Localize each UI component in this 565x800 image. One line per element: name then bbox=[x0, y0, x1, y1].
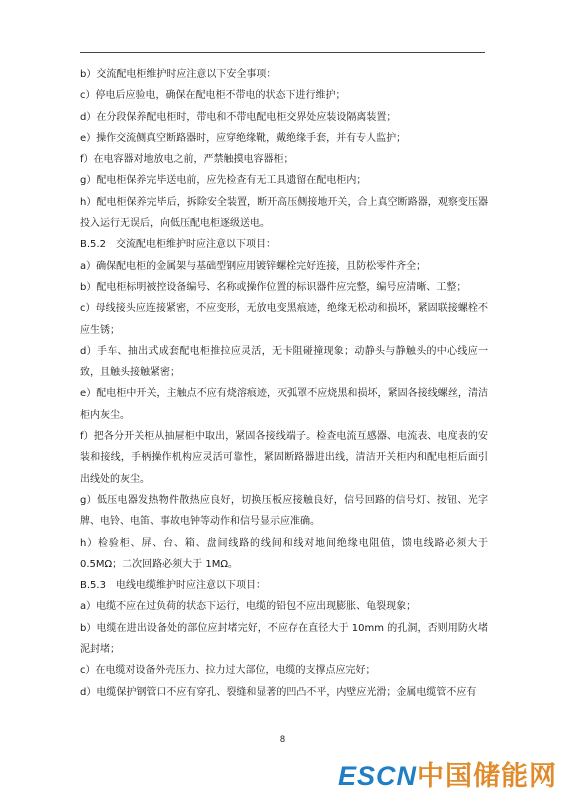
paragraph: b）配电柜标明被控设备编号、名称或操作位置的标识器件应完整，编号应清晰、工整； bbox=[80, 281, 467, 293]
header-rule bbox=[80, 52, 485, 53]
paragraph: d）手车、抽出式成套配电柜推拉应灵活，无卡阻碰撞现象；动静头与静触头的中心线应一致，且触头接触紧密； bbox=[80, 345, 488, 379]
watermark-chinese: 中国储能网 bbox=[417, 761, 557, 791]
paragraph: d）电缆保护钢管口不应有穿孔、裂缝和显著的凹凸不平，内壁应光滑；金属电缆管不应有 bbox=[80, 686, 477, 698]
document-body bbox=[80, 64, 488, 703]
page-number: 8 bbox=[279, 734, 285, 744]
paragraph: b）交流配电柜维护时应注意以下安全事项： bbox=[80, 69, 277, 80]
paragraph: e）操作交流侧真空断路器时，应穿绝缘靴，戴绝缘手套，并有专人监护； bbox=[80, 132, 407, 144]
section-heading: B.5.3 电线电缆维护时应注意以下项目： bbox=[80, 580, 266, 592]
paragraph: c）停电后应验电，确保在配电柜不带电的状态下进行维护； bbox=[80, 90, 346, 102]
paragraph: b）电缆在进出设备处的部位应封堵完好，不应存在直径大于 10mm 的孔洞，否则用防火堵泥封堵； bbox=[80, 622, 488, 656]
section-heading: B.5.2 交流配电柜维护时应注意以下项目： bbox=[80, 239, 276, 251]
paragraph: g）低压电器发热物件散热应良好，切换压板应接触良好，信号回路的信号灯、按钮、光字牌、电铃、电笛、事故电钟等动作和信号显示应准确。 bbox=[80, 494, 488, 528]
watermark-latin: ESCN bbox=[337, 761, 417, 791]
paragraph: c）在电缆对设备外壳压力、拉力过大部位，电缆的支撑点应完好； bbox=[80, 665, 376, 677]
paragraph: e）配电柜中开关，主触点不应有烧溶痕迹，灭弧罩不应烧黑和损坏，紧固各接线螺丝，清洁柜内灰尘。 bbox=[80, 388, 488, 421]
watermark-logo bbox=[338, 754, 557, 793]
paragraph: g）配电柜保养完毕送电前，应先检查有无工具遗留在配电柜内； bbox=[80, 175, 367, 187]
paragraph: c）母线接头应连接紧密，不应变形，无放电变黑痕迹，绝缘无松动和损坏，紧固联接螺栓不应生锈； bbox=[80, 303, 488, 336]
paragraph: a）确保配电柜的金属架与基础型钢应用镀锌螺栓完好连接，且防松零件齐全； bbox=[80, 260, 427, 272]
paragraph: f）在电容器对地放电之前，严禁触摸电容器柜； bbox=[80, 154, 294, 166]
paragraph: a）电缆不应在过负荷的状态下运行，电缆的铅包不应出现膨胀、龟裂现象； bbox=[80, 601, 417, 613]
paragraph: h）配电柜保养完毕后，拆除安全装置，断开高压侧接地开关，合上真空断路器，观察变压器投入运行无误后，向低压配电柜逐级送电。 bbox=[80, 196, 488, 230]
paragraph: f）把各分开关柜从抽屉柜中取出，紧固各接线端子。检查电流互感器、电流表、电度表的安装和接线，手柄操作机构应灵活可靠性，紧固断路器进出线，清洁开关柜内和配电柜后面引出线处的灰尘。 bbox=[80, 431, 488, 485]
paragraph: h）检验柜、屏、台、箱、盘间线路的线间和线对地间绝缘电阻值，馈电线路必须大于 0.5MΩ；二次回路必须大于 1MΩ。 bbox=[80, 537, 488, 570]
paragraph: d）在分段保养配电柜时，带电和不带电配电柜交界处应装设隔离装置； bbox=[80, 111, 397, 123]
